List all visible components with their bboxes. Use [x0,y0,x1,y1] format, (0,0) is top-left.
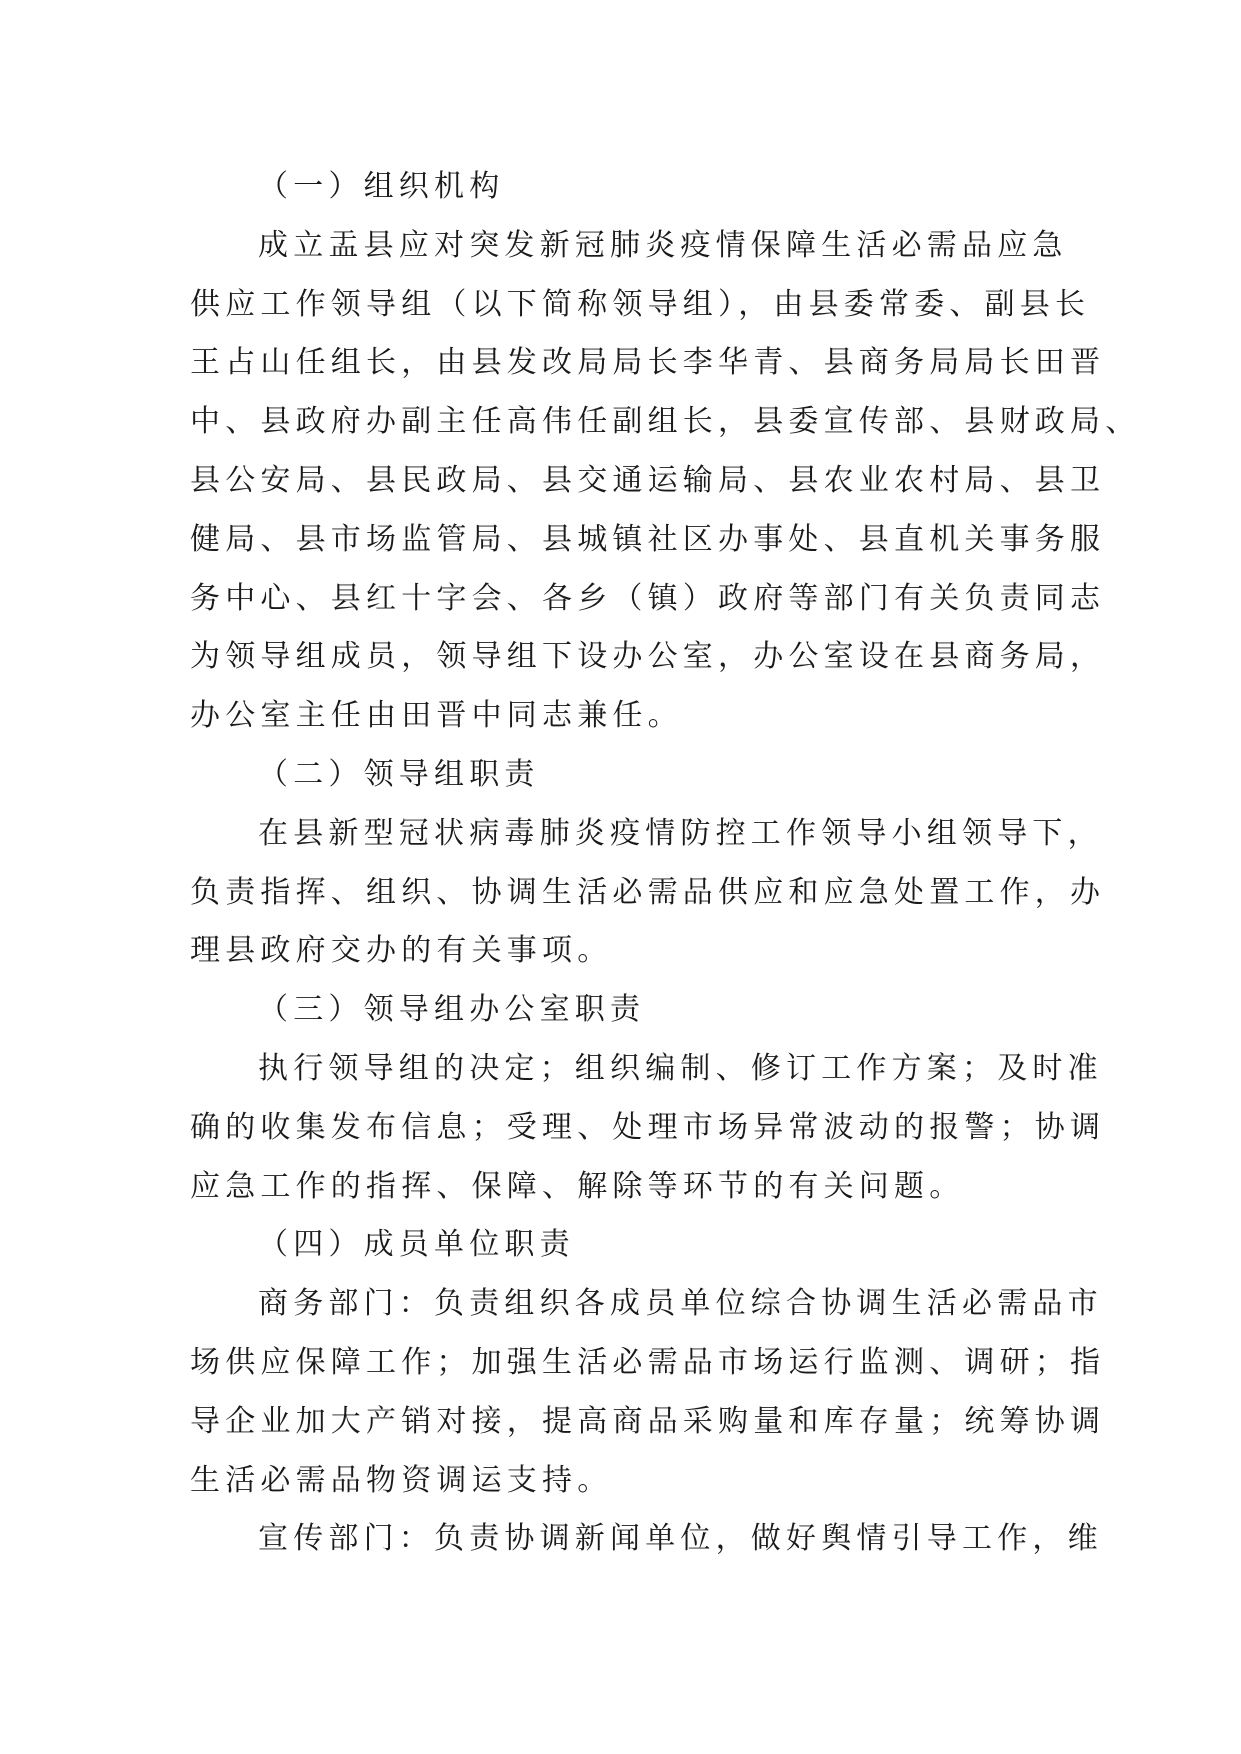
paragraph-line: 健局、县市场监管局、县城镇社区办事处、县直机关事务服 [190,521,1106,557]
paragraph-line: 确的收集发布信息；受理、处理市场异常波动的报警；协调 [190,1109,1106,1145]
paragraph-line: 王占山任组长，由县发改局局长李华青、县商务局局长田晋 [190,345,1106,381]
paragraph-line: 成立盂县应对突发新冠肺炎疫情保障生活必需品应急 [258,227,1068,263]
paragraph-line: 务中心、县红十字会、各乡（镇）政府等部门有关负责同志 [190,580,1106,616]
paragraph-line: 负责指挥、组织、协调生活必需品供应和应急处置工作，办 [190,874,1106,910]
paragraph-line: 理县政府交办的有关事项。 [190,933,613,969]
paragraph-line: 中、县政府办副主任高伟任副组长，县委宣传部、县财政局、 [190,404,1141,440]
paragraph-line: 在县新型冠状病毒肺炎疫情防控工作领导小组领导下， [258,815,1103,851]
paragraph-line: 宣传部门：负责协调新闻单位，做好舆情引导工作，维 [258,1521,1103,1557]
paragraph-line: 场供应保障工作；加强生活必需品市场运行监测、调研；指 [190,1344,1106,1380]
paragraph-line: 执行领导组的决定；组织编制、修订工作方案；及时准 [258,1050,1103,1086]
paragraph-line: 导企业加大产销对接，提高商品采购量和库存量；统筹协调 [190,1403,1106,1439]
section-heading-3: （三）领导组办公室职责 [258,992,646,1028]
section-heading-2: （二）领导组职责 [258,756,540,792]
paragraph-line: 供应工作领导组（以下简称领导组），由县委常委、副县长 [190,286,1091,322]
section-heading-4: （四）成员单位职责 [258,1227,575,1263]
paragraph-line: 生活必需品物资调运支持。 [190,1462,613,1498]
document-body [190,158,1141,1569]
paragraph-line: 办公室主任由田晋中同志兼任。 [190,698,683,734]
paragraph-line: 县公安局、县民政局、县交通运输局、县农业农村局、县卫 [190,462,1106,498]
paragraph-line: 应急工作的指挥、保障、解除等环节的有关问题。 [190,1168,965,1204]
section-heading-1: （一）组织机构 [258,169,505,204]
paragraph-line: 为领导组成员，领导组下设办公室，办公室设在县商务局， [190,639,1106,675]
paragraph-line: 商务部门：负责组织各成员单位综合协调生活必需品市 [258,1286,1103,1322]
